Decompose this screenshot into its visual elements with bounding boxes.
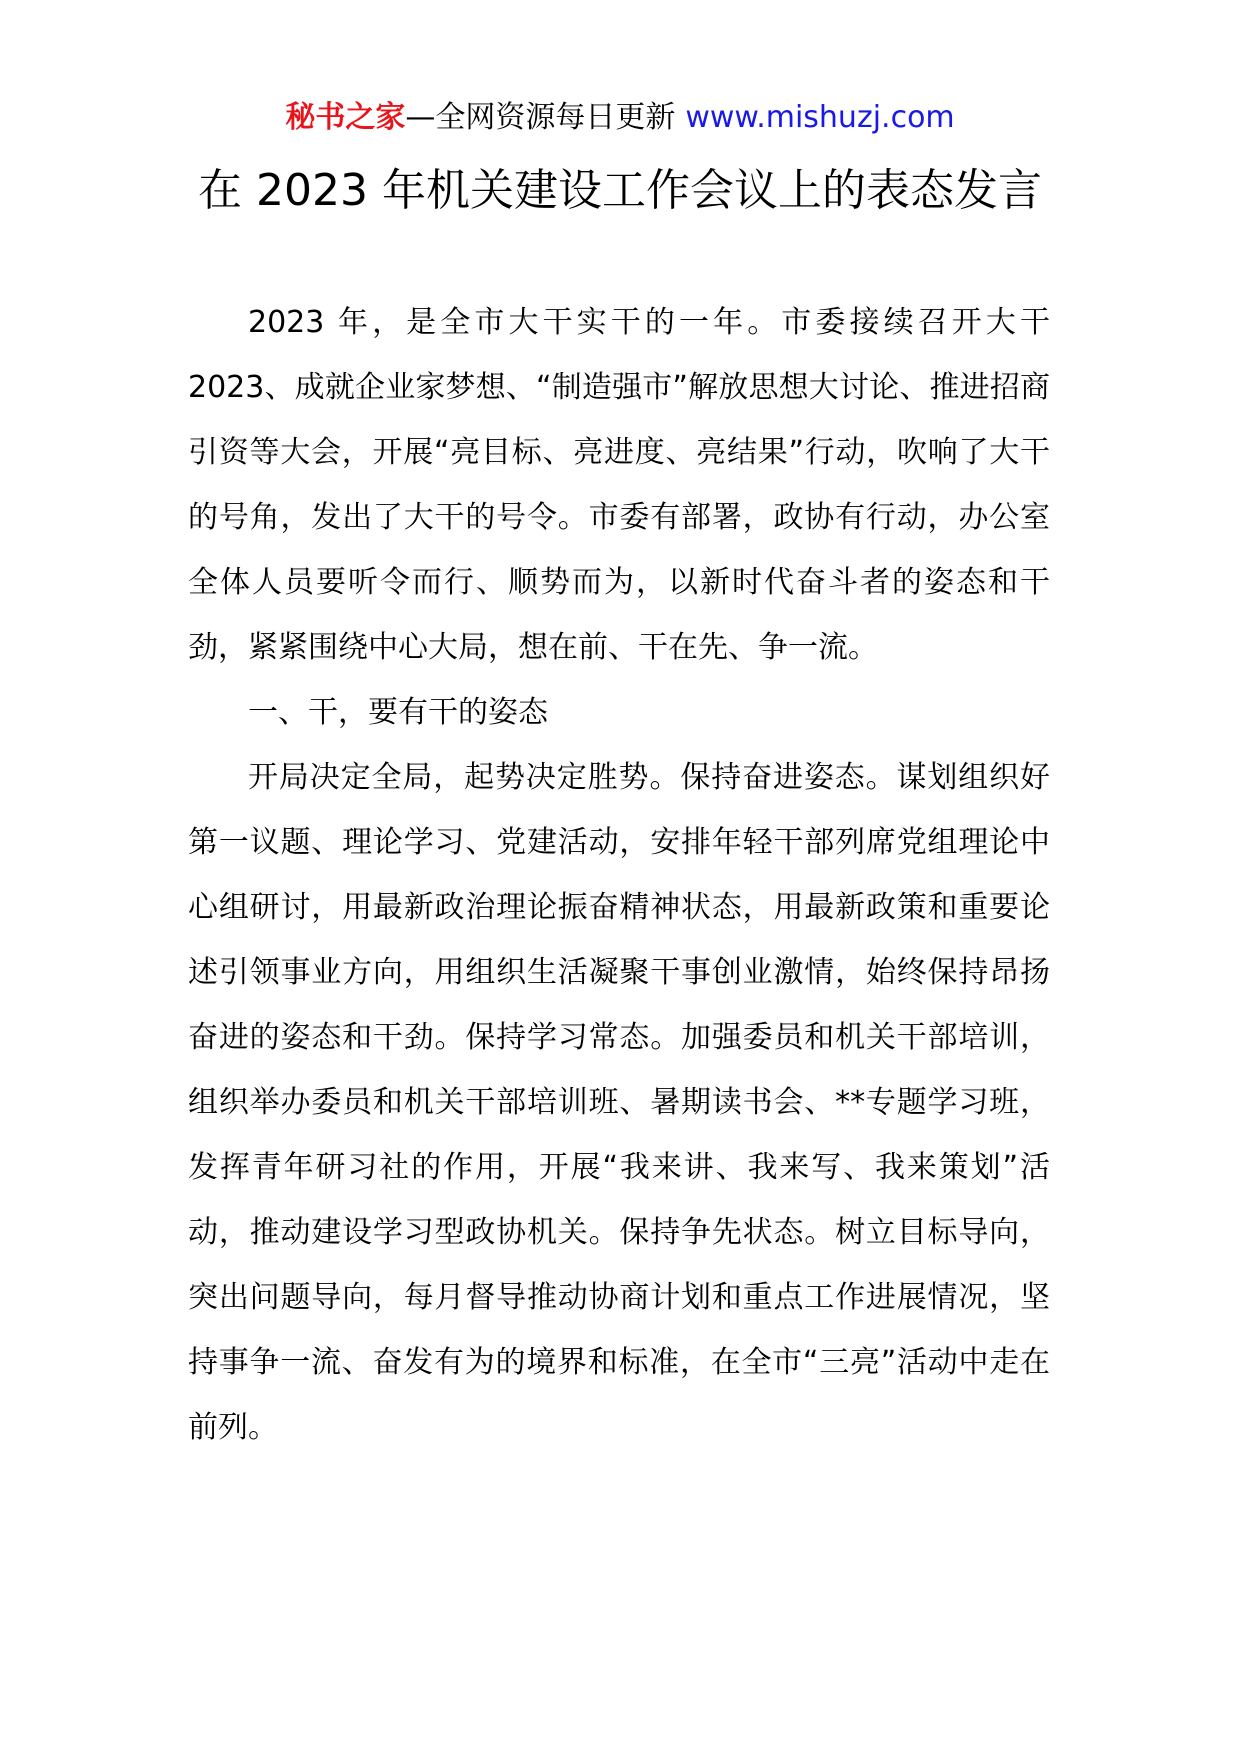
brand-name: 秘书之家 [285, 100, 406, 135]
document-title: 在 2023 年机关建设工作会议上的表态发言 [198, 165, 1042, 216]
header-tagline: —全网资源每日更新 [405, 100, 676, 135]
document-body [188, 290, 1050, 1460]
paragraph-section-1: 开局决定全局，起势决定胜势。保持奋进姿态。谋划组织好第一议题、理论学习、党建活动，安排年轻干部列席党组理论中心组研讨，用最新政治理论振奋精神状态，用最新政策和重要论述引领事业方向，用组织生活凝聚干事创业激情，始终保持昂扬奋进的姿态和干劲。保持学习常态。加强委员和机关干部培训，组织举办委员和机关干部培训班、暑期读书会、**专题学习班，发挥青年研习社的作用，开展“我来讲、我来写、我来策划”活动，推动建设学习型政协机关。保持争先状态。树立目标导向，突出问题导向，每月督导推动协商计划和重点工作进展情况，坚持事争一流、奋发有为的境界和标准，在全市“三亮”活动中走在前列。 [188, 760, 1050, 1445]
paragraph-intro: 2023 年，是全市大干实干的一年。市委接续召开大干 2023、成就企业家梦想、“制造强市”解放思想大讨论、推进招商引资等大会，开展“亮目标、亮进度、亮结果”行动，吹响了大干的号角，发出了大干的号令。市委有部署，政协有行动，办公室全体人员要听令而行、顺势而为，以新时代奋斗者的姿态和干劲，紧紧围绕中心大局，想在前、干在先、争一流。 [188, 305, 1050, 665]
site-header [0, 98, 1240, 138]
site-url-link[interactable]: www.mishuzj.com [685, 100, 955, 135]
section-heading-1: 一、干，要有干的姿态 [248, 695, 548, 730]
